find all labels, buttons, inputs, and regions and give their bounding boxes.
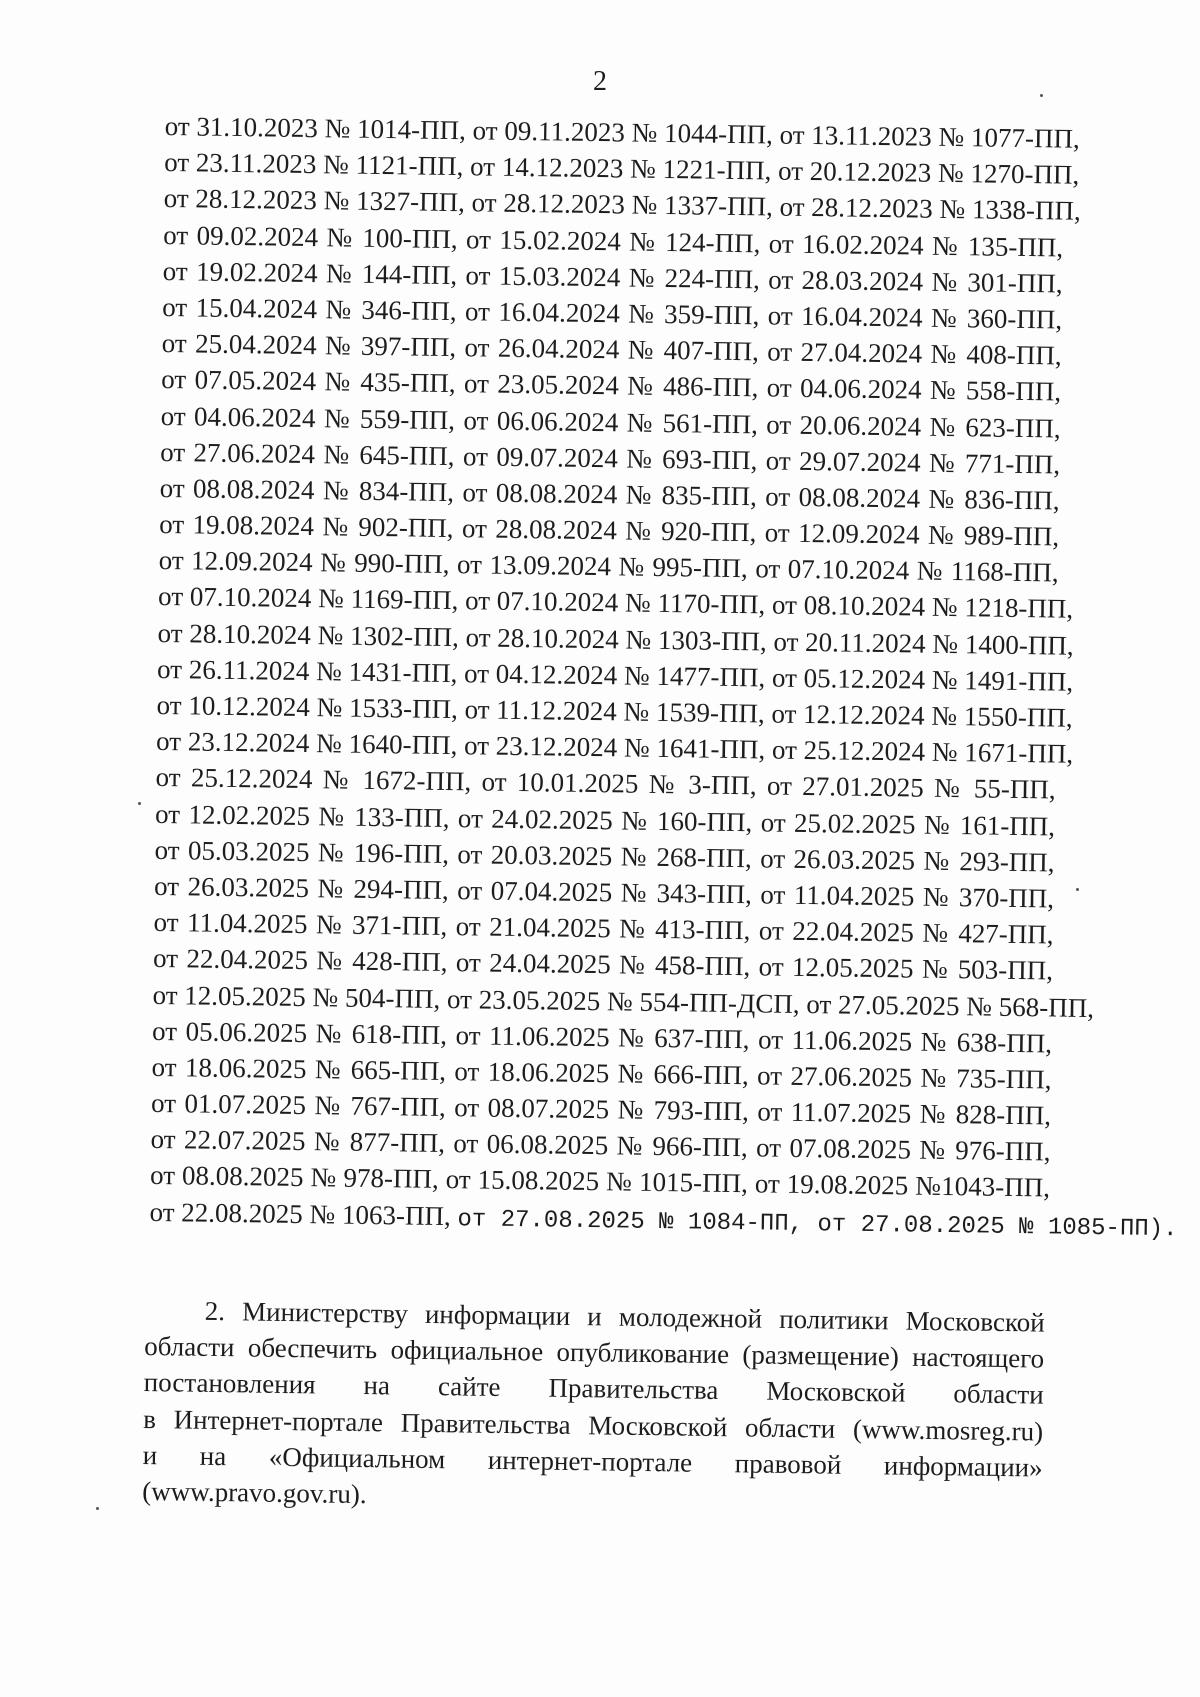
decree-list-line: от 08.08.2025 № 978-ПП, от 15.08.2025 № 1015-ПП, от 19.08.2025 №1043-ПП,: [149, 1160, 1051, 1203]
scan-speck: [1040, 94, 1043, 97]
decree-list-line: от 23.12.2024 № 1640-ПП, от 23.12.2024 № 1641-ПП, от 25.12.2024 № 1671-ПП,: [155, 726, 1074, 769]
decree-list-line: от 19.02.2024 № 144-ПП, от 15.03.2024 № 224-ПП, от 28.03.2024 № 301-ПП,: [162, 255, 1063, 299]
decree-list-line: от 15.04.2024 № 346-ПП, от 16.04.2024 № 359-ПП, от 16.04.2024 № 360-ПП,: [162, 291, 1063, 335]
decree-list-line: от 18.06.2025 № 665-ПП, от 18.06.2025 № 666-ПП, от 27.06.2025 № 735-ПП,: [151, 1051, 1052, 1095]
decree-list-line: от 26.03.2025 № 294-ПП, от 07.04.2025 № 343-ПП, от 11.04.2025 № 370-ПП,: [153, 870, 1055, 914]
decree-list-line: от 07.05.2024 № 435-ПП, от 23.05.2024 № 486-ПП, от 04.06.2024 № 558-ПП,: [161, 364, 1062, 407]
decree-list-line: от 04.06.2024 № 559-ПП, от 06.06.2024 № 561-ПП, от 20.06.2024 № 623-ПП,: [160, 400, 1061, 444]
decree-list-line: от 05.03.2025 № 196-ПП, от 20.03.2025 № 268-ПП, от 26.03.2025 № 293-ПП,: [154, 834, 1055, 878]
page-number: 2: [593, 66, 607, 97]
decree-list-line: от 12.09.2024 № 990-ПП, от 13.09.2024 № 995-ПП, от 07.10.2024 № 1168-ПП,: [158, 545, 1059, 588]
scan-speck: [138, 802, 141, 805]
paragraph-line: области обеспечить официальное опубликование (размещение) настоящего: [144, 1331, 1045, 1374]
decree-list-line: от 28.12.2023 № 1327-ПП, от 28.12.2023 № 1337-ПП, от 28.12.2023 № 1338-ПП,: [163, 183, 1081, 227]
decree-list-line: от 22.04.2025 № 428-ПП, от 24.04.2025 № 458-ПП, от 12.05.2025 № 503-ПП,: [152, 943, 1054, 986]
decree-list-line: от 25.12.2024 № 1672-ПП, от 10.01.2025 № 3-ПП, от 27.01.2025 № 55-ПП,: [155, 762, 1056, 805]
paragraph-line: 2. Министерству информации и молодежной политики Московской: [204, 1295, 1045, 1338]
decree-list-line: от 08.08.2024 № 834-ПП, от 08.08.2024 № 835-ПП, от 08.08.2024 № 836-ПП,: [159, 472, 1060, 516]
decree-list-line: от 26.11.2024 № 1431-ПП, от 04.12.2024 № 1477-ПП, от 05.12.2024 № 1491-ПП,: [156, 653, 1074, 697]
decree-list-line: от 12.02.2025 № 133-ПП, от 24.02.2025 № 160-ПП, от 25.02.2025 № 161-ПП,: [154, 798, 1056, 842]
decree-list-line: от 11.04.2025 № 371-ПП, от 21.04.2025 № 413-ПП, от 22.04.2025 № 427-ПП,: [153, 907, 1054, 950]
decree-list-line: от 09.02.2024 № 100-ПП, от 15.02.2024 № 124-ПП, от 16.02.2024 № 135-ПП,: [163, 219, 1064, 263]
decree-list-line: от 05.06.2025 № 618-ПП, от 11.06.2025 № 637-ПП, от 11.06.2025 № 638-ПП,: [151, 1015, 1053, 1059]
paragraph-line: постановления на сайте Правительства Московской области: [143, 1367, 1044, 1410]
decree-list-line: от 31.10.2023 № 1014-ПП, от 09.11.2023 № 1044-ПП, от 13.11.2023 № 1077-ПП,: [164, 110, 1080, 154]
decree-list-typed-addendum: от 27.08.2025 № 1084-ПП, от 27.08.2025 № 1085-ПП).: [457, 1205, 1178, 1243]
decree-list-line: от 28.10.2024 № 1302-ПП, от 28.10.2024 № 1303-ПП, от 20.11.2024 № 1400-ПП,: [157, 617, 1074, 661]
scan-speck: [1076, 888, 1079, 891]
decree-list-line: от 25.04.2024 № 397-ПП, от 26.04.2024 № 407-ПП, от 27.04.2024 № 408-ПП,: [161, 328, 1062, 371]
decree-list-line: от 12.05.2025 № 504-ПП, от 23.05.2025 № 554-ПП-ДСП, от 27.05.2025 № 568-ПП,: [152, 979, 1095, 1023]
decree-list-line: от 07.10.2024 № 1169-ПП, от 07.10.2024 № 1170-ПП, от 08.10.2024 № 1218-ПП,: [157, 581, 1074, 625]
decree-list: [149, 108, 1178, 1243]
decree-list-last-lead: от 22.08.2025 № 1063-ПП,: [149, 1196, 451, 1231]
decree-list-line: от 22.07.2025 № 877-ПП, от 06.08.2025 № 966-ПП, от 07.08.2025 № 976-ПП,: [150, 1124, 1051, 1167]
decree-list-line: от 19.08.2024 № 902-ПП, от 28.08.2024 № 920-ПП, от 12.09.2024 № 989-ПП,: [158, 509, 1060, 552]
paragraph-2: [142, 1292, 1045, 1522]
scan-speck: [96, 1507, 99, 1510]
decree-list-line: от 27.06.2024 № 645-ПП, от 09.07.2024 № 693-ПП, от 29.07.2024 № 771-ПП,: [159, 436, 1061, 480]
decree-list-line: от 10.12.2024 № 1533-ПП, от 11.12.2024 № 1539-ПП, от 12.12.2024 № 1550-ПП,: [156, 689, 1073, 733]
paragraph-line: в Интернет-портале Правительства Московской области (www.mosreg.ru): [143, 1403, 1044, 1447]
decree-list-line: от 01.07.2025 № 767-ПП, от 08.07.2025 № 793-ПП, от 11.07.2025 № 828-ПП,: [150, 1087, 1052, 1131]
paragraph-line: и на «Официальном интернет-портале правовой информации»: [142, 1439, 1043, 1483]
paragraph-line: (www.pravo.gov.ru).: [142, 1475, 367, 1510]
decree-list-line: от 23.11.2023 № 1121-ПП, от 14.12.2023 № 1221-ПП, от 20.12.2023 № 1270-ПП,: [164, 147, 1080, 190]
